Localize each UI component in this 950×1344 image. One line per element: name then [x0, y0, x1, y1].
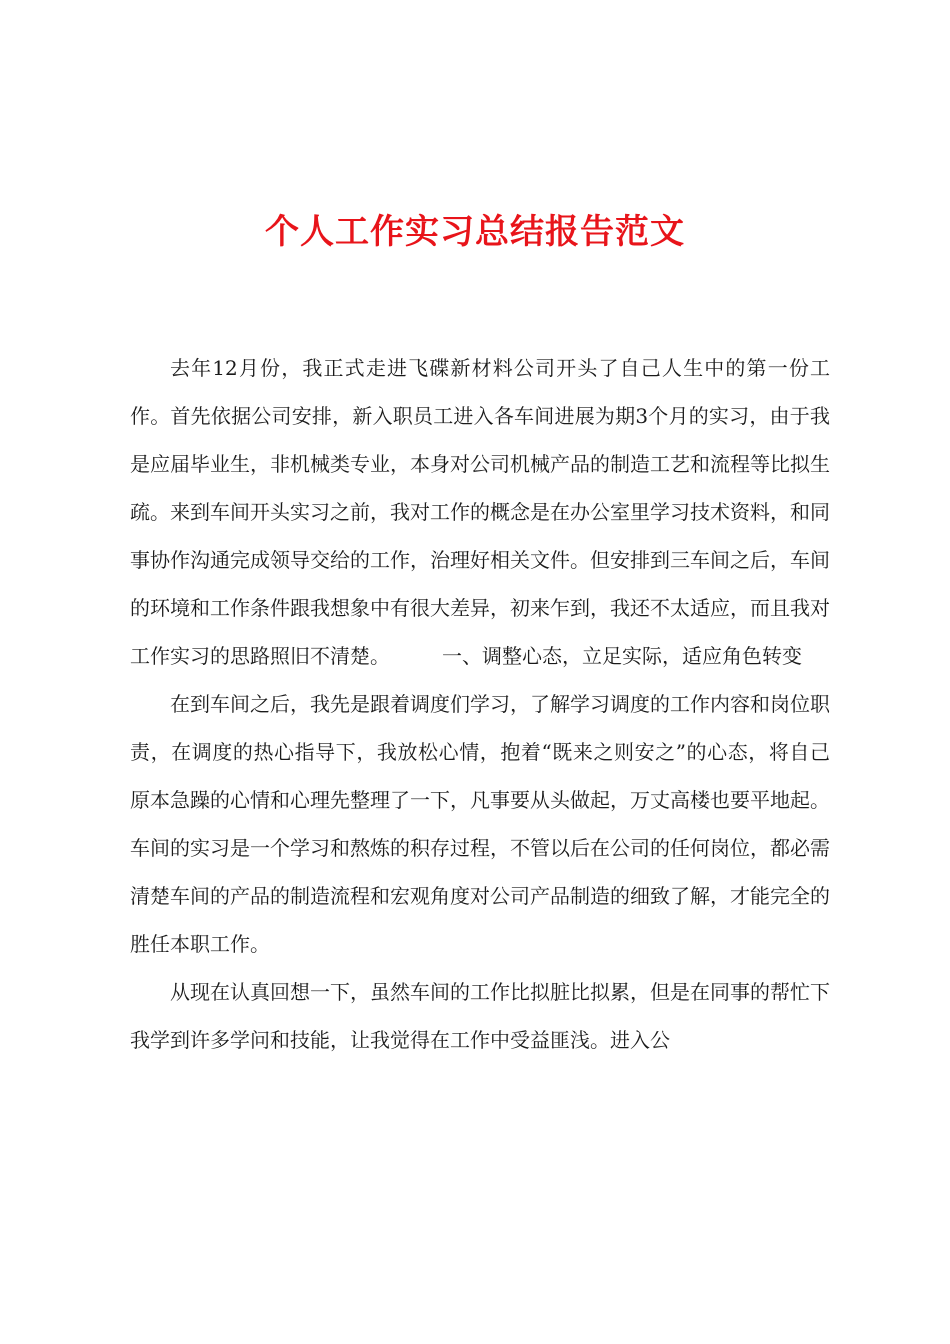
- paragraph-1-text: 去年12月份，我正式走进飞碟新材料公司开头了自己人生中的第一份工作。首先依据公司安排，新入职员工进入各车间进展为期3个月的实习，由于我是应届毕业生，非机械类专业，本身对公司机械产品的制造工艺和流程等比拟生疏。来到车间开头实习之前，我对工作的概念是在办公室里学习技术资料，和同事协作沟通完成领导交给的工作，治理好相关文件。但安排到三车间之后，车间的环境和工作条件跟我想象中有很大差异，初来乍到，我还不太适应，而且我对工作实习的思路照旧不清楚。: [130, 356, 830, 668]
- paragraph-3: 从现在认真回想一下，虽然车间的工作比拟脏比拟累，但是在同事的帮忙下我学到许多学问和技能，让我觉得在工作中受益匪浅。进入公: [130, 980, 830, 1052]
- document-title: 个人工作实习总结报告范文: [265, 212, 685, 252]
- paragraph-2: 在到车间之后，我先是跟着调度们学习，了解学习调度的工作内容和岗位职责，在调度的热心指导下，我放松心情，抱着“既来之则安之”的心态，将自己原本急躁的心情和心理先整理了一下，凡事要从头做起，万丈高楼也要平地起。车间的实习是一个学习和熬炼的积存过程，不管以后在公司的任何岗位，都必需清楚车间的产品的制造流程和宏观角度对公司产品制造的细致了解，才能完全的胜任本职工作。: [130, 692, 830, 956]
- section-heading-1: 一、调整心态，立足实际，适应角色转变: [442, 644, 802, 668]
- paragraph-1: [130, 344, 830, 680]
- document-body: [130, 344, 830, 1064]
